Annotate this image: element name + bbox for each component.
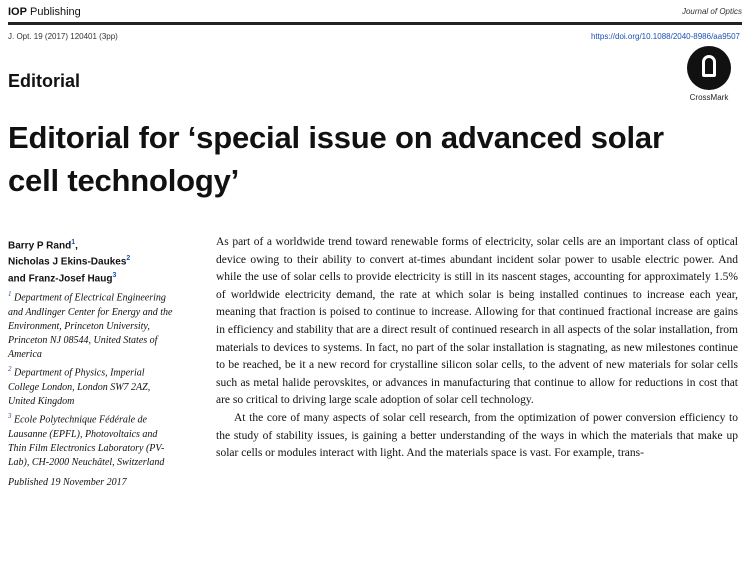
author-affil-ref[interactable]: 3 xyxy=(112,271,117,279)
affiliation-number: 1 xyxy=(8,289,12,298)
article-title xyxy=(8,116,748,202)
author-name[interactable]: Barry P Rand xyxy=(8,240,72,252)
publisher-name-bold: IOP xyxy=(8,6,27,18)
title-line-2: cell technology’ xyxy=(8,163,240,198)
journal-name: Journal of Optics xyxy=(681,7,742,16)
author-name[interactable]: Franz-Josef Haug xyxy=(28,272,113,284)
body-paragraph: As part of a worldwide trend toward renewable forms of electricity, solar cells are an important class of optical device owing to their ability to convert at-times abundant incident solar power to usable electric power. And while the use of solar cells to provide electricity is still in its nascent stages, accounting for approximately 1.5% of worldwide electricity demand, the rate at which solar is being installed continues to increase each year, meaning that fraction is poised to continue to increase. Allowing for that continued fractional increase are gains in efficiency and stability that are a direct result of continued research in all aspects of the solar installation, from materials to devices to systems. In fact, no part of the solar installation is stagnating, as new milestones continue to be reached, be it a new record for crystalline silicon solar cells, to the advent of new materials for solar cells such as metal halide perovskites, or advances in manufacturing that continue to allow for reductions in cost that are so critical to driving large scale adoption of solar cell technology. xyxy=(216,236,738,407)
affiliation xyxy=(8,362,176,409)
affiliation-number: 3 xyxy=(8,412,12,421)
title-line-1: Editorial for ‘special issue on advanced solar xyxy=(8,120,664,155)
doi-link[interactable]: https://doi.org/10.1088/2040-8986/aa9507 xyxy=(590,32,740,41)
article-body xyxy=(216,234,738,463)
citation: J. Opt. 19 (2017) 120401 (3pp) xyxy=(8,32,118,41)
crossmark-badge[interactable] xyxy=(680,46,738,102)
published-date: Published 19 November 2017 xyxy=(8,477,127,489)
author-list: Barry P Rand$^1$, Nicholas J Ekins-Daukes$^2$ and Franz-Josef Haug$^3$ xyxy=(8,239,131,284)
affiliation-text: Department of Electrical Engineering and Andlinger Center for Energy and the Environment, Princeton University, Princeton NJ 08544, United States of America xyxy=(8,292,173,361)
author-affil-ref[interactable]: 2 xyxy=(126,255,131,263)
affiliation xyxy=(8,287,176,362)
author-name[interactable]: Nicholas J Ekins-Daukes xyxy=(8,256,127,268)
affiliation-text: Ecole Polytechnique Fédérale de Lausanne (EPFL), Photovoltaics and Thin Film Electronics Laboratory (PV-Lab), CH-2000 Neuchâtel, Switzerland xyxy=(8,414,165,469)
affiliation-number: 2 xyxy=(8,365,12,374)
affiliation xyxy=(8,409,176,470)
page-header xyxy=(8,6,742,20)
author-block xyxy=(8,236,176,491)
section-label: Editorial xyxy=(8,71,81,91)
crossmark-label: CrossMark xyxy=(689,93,729,102)
header-rule xyxy=(8,22,742,25)
publisher-logo xyxy=(8,6,81,18)
publisher-name-rest: Publishing xyxy=(26,6,81,18)
body-paragraph: At the core of many aspects of solar cell research, from the optimization of power conversion efficiency to the study of stability issues, is gaining a better understanding of the ways in which the materials that make up solar cells or modules interact with light. And the materials space is vast. For example, trans- xyxy=(216,411,738,460)
author-affil-ref[interactable]: 1 xyxy=(71,239,76,246)
affiliation-text: Department of Physics, Imperial College London, London SW7 2AZ, United Kingdom xyxy=(8,367,151,408)
crossmark-icon xyxy=(687,46,731,90)
